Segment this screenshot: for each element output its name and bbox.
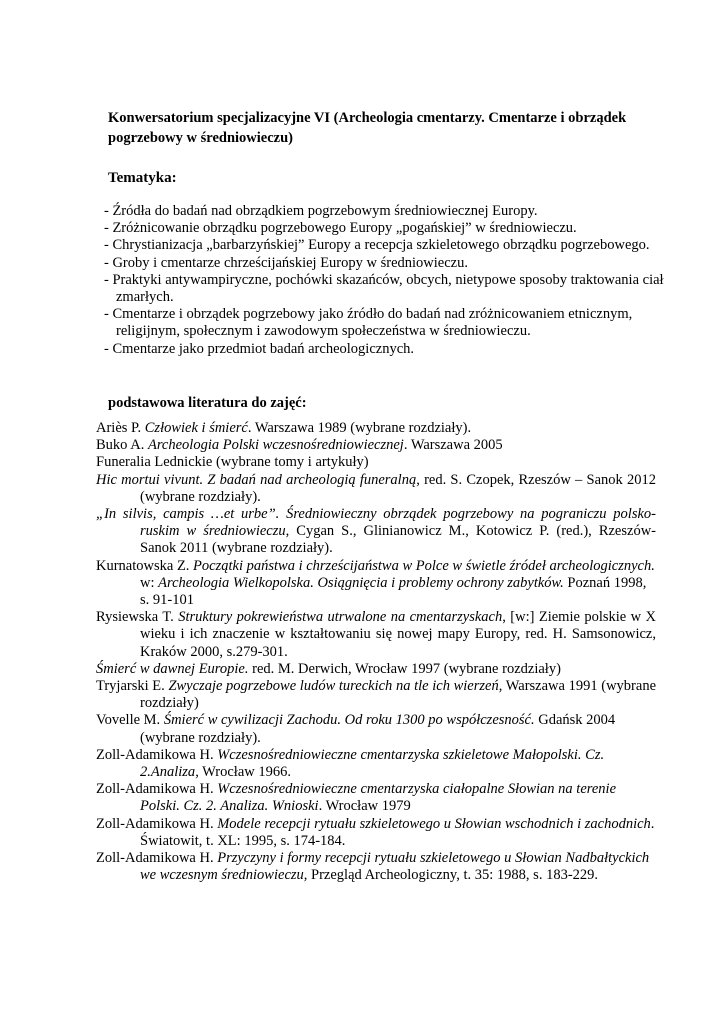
reference-item: Zoll-Adamikowa H. Przyczyny i formy recepcji rytuału szkieletowego u Słowian Nadbałtyckich we wczesnym średniowieczu, Przegląd Archeologiczny, t. 35: 1988, s. 183-229. (96, 850, 650, 884)
reference-item: Hic mortui vivunt. Z badań nad archeologią funeralną, red. S. Czopek, Rzeszów – Sanok 2012 (wybrane rozdziały). (96, 471, 656, 505)
reference-item: Kurnatowska Z. Początki państwa i chrześcijaństwa w Polce w świetle źródeł archeologicznych. w: Archeologia Wielkopolska. Osiągnięcia i problemy ochrony zabytków. Poznań 1998, s. 91-101 (96, 557, 655, 609)
reference-item: Vovelle M. Śmierć w cywilizacji Zachodu. Od roku 1300 po współczesność. Gdańsk 2004 (wybrane rozdziały). (96, 712, 616, 746)
topics-list (104, 203, 664, 358)
document-title: Konwersatorium specjalizacyjne VI (Archeologia cmentarzy. Cmentarze i obrządek pogrzebowy w średniowieczu) (108, 110, 627, 146)
reference-item: Ariès P. Człowiek i śmierć. Warszawa 1989 (wybrane rozdziały). (96, 420, 472, 436)
reference-item: Zoll-Adamikowa H. Wczesnośredniowieczne cmentarzyska szkieletowe Małopolski. Cz. 2.Analiza, Wrocław 1966. (96, 746, 605, 781)
reference-item: Zoll-Adamikowa H. Modele recepcji rytuału szkieletowego u Słowian wschodnich i zachodnich. Światowit, t. XL: 1995, s. 174-184. (96, 815, 655, 849)
reference-item: Zoll-Adamikowa H. Wczesnośredniowieczne cmentarzyska ciałopalne Słowian na terenie Polski. Cz. 2. Analiza. Wnioski. Wrocław 1979 (96, 781, 617, 815)
topic-item: - Chrystianizacja „barbarzyńskiej” Europy a recepcja szkieletowego obrządku pogrzebowego. (104, 237, 650, 254)
reference-item: Tryjarski E. Zwyczaje pogrzebowe ludów tureckich na tle ich wierzeń, Warszawa 1991 (wybrane rozdziały) (96, 678, 656, 712)
references-list (96, 420, 656, 884)
topics-heading: Tematyka: (108, 170, 177, 186)
reference-item: Rysiewska T. Struktury pokrewieństwa utrwalone na cmentarzyskach, [w:] Ziemie polskie w X wieku i ich znaczenie w kształtowaniu się nowej mapy Europy, red. H. Samsonowicz, Kraków 2000, s.279-301. (96, 609, 656, 660)
reference-item: Buko A. Archeologia Polski wczesnośredniowiecznej. Warszawa 2005 (96, 437, 503, 454)
topic-item: - Cmentarze jako przedmiot badań archeologicznych. (104, 340, 415, 357)
topic-item: - Cmentarze i obrządek pogrzebowy jako źródło do badań nad zróżnicowaniem etnicznym, religijnym, społecznym i zawodowym społeczeństwa w średniowieczu. (104, 306, 633, 340)
reference-item: „In silvis, campis …et urbe”. Średniowieczny obrządek pogrzebowy na pograniczu polsko-ruskim w średniowieczu, Cygan S., Glinianowicz M., Kotowicz P. (red.), Rzeszów-Sanok 2011 (wybrane rozdziały). (96, 506, 656, 557)
literature-heading: podstawowa literatura do zajęć: (108, 395, 307, 411)
reference-item: Funeralia Lednickie (wybrane tomy i artykuły) (96, 454, 369, 471)
topic-item: - Praktyki antywampiryczne, pochówki skazańców, obcych, nietypowe sposoby traktowania ciał zmarłych. (104, 271, 664, 306)
topic-item: - Zróżnicowanie obrządku pogrzebowego Europy „pogańskiej” w średniowieczu. (104, 220, 577, 237)
topic-item: - Źródła do badań nad obrządkiem pogrzebowym średniowiecznej Europy. (104, 203, 538, 219)
reference-item: Śmierć w dawnej Europie. red. M. Derwich, Wrocław 1997 (wybrane rozdziały) (96, 660, 561, 677)
topic-item: - Groby i cmentarze chrześcijańskiej Europy w średniowieczu. (104, 254, 468, 271)
